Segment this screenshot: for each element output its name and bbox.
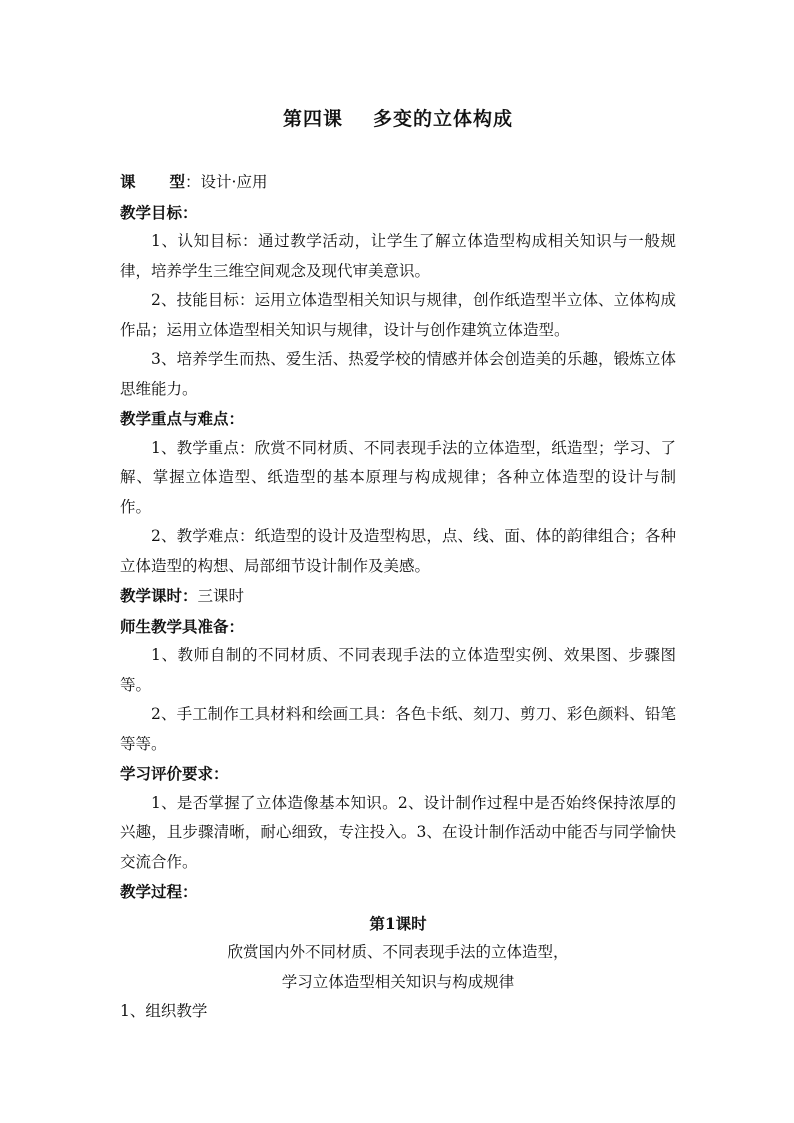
- key-point-item-2: 2、教学难点：纸造型的设计及造型构思，点、线、面、体的韵律组合；各种立体造型的构想、局部细节设计制作及美感。: [120, 527, 676, 575]
- objective-item-2: 2、技能目标：运用立体造型相关知识与规律，创作纸造型半立体、立体构成作品；运用立体造型相关知识与规律，设计与创作建筑立体造型。: [120, 291, 676, 339]
- evaluation-heading: 学习评价要求：: [120, 764, 229, 783]
- lesson-1-subtitle-1: 欣赏国内外不同材质、不同表现手法的立体造型，: [227, 943, 569, 961]
- course-type-value: ：设计·应用: [185, 173, 268, 191]
- objective-item-3: 3、培养学生而热、爱生活、热爱学校的情感并体会创造美的乐趣，锻炼立体思维能力。: [120, 350, 676, 398]
- materials-heading: 师生教学具准备：: [120, 616, 245, 636]
- evaluation-text: 1、是否掌握了立体造像基本知识。2、设计制作过程中是否始终保持浓厚的兴趣，且步骤清晰，耐心细致，专注投入。3、在设计制作活动中能否与同学愉快交流合作。: [120, 793, 676, 871]
- course-type-line: [120, 167, 676, 198]
- materials-item-1: 1、教师自制的不同材质、不同表现手法的立体造型实例、效果图、步骤图等。: [120, 646, 676, 694]
- course-type-label-a: 课: [120, 172, 136, 191]
- page-title: [120, 104, 676, 131]
- title-lesson-number: 第四课: [282, 108, 343, 130]
- lesson-1-subtitle-2: 学习立体造型相关知识与构成规律: [281, 972, 515, 991]
- process-step-1: 1、组织教学: [120, 1002, 208, 1020]
- key-points-heading: 教学重点与难点：: [120, 409, 245, 428]
- lesson-1-title: 第1课时: [369, 913, 427, 933]
- course-type-label-b: 型: [169, 172, 186, 191]
- hours-line: [120, 581, 676, 612]
- materials-item-2: 2、手工制作工具材料和绘画工具：各色卡纸、刻刀、剪刀、彩色颜料、铅笔等等。: [120, 705, 676, 753]
- hours-label: 教学课时：: [120, 586, 198, 605]
- hours-value: 三课时: [197, 587, 245, 605]
- title-lesson-name: 多变的立体构成: [373, 108, 514, 130]
- process-heading: 教学过程：: [120, 882, 198, 901]
- key-point-item-1: 1、教学重点：欣赏不同材质、不同表现手法的立体造型，纸造型；学习、了解、掌握立体造型、纸造型的基本原理与构成规律；各种立体造型的设计与制作。: [120, 438, 676, 516]
- objectives-heading: 教学目标：: [120, 202, 198, 222]
- objective-item-1: 1、认知目标：通过教学活动，让学生了解立体造型构成相关知识与一般规律，培养学生三维空间观念及现代审美意识。: [120, 232, 676, 280]
